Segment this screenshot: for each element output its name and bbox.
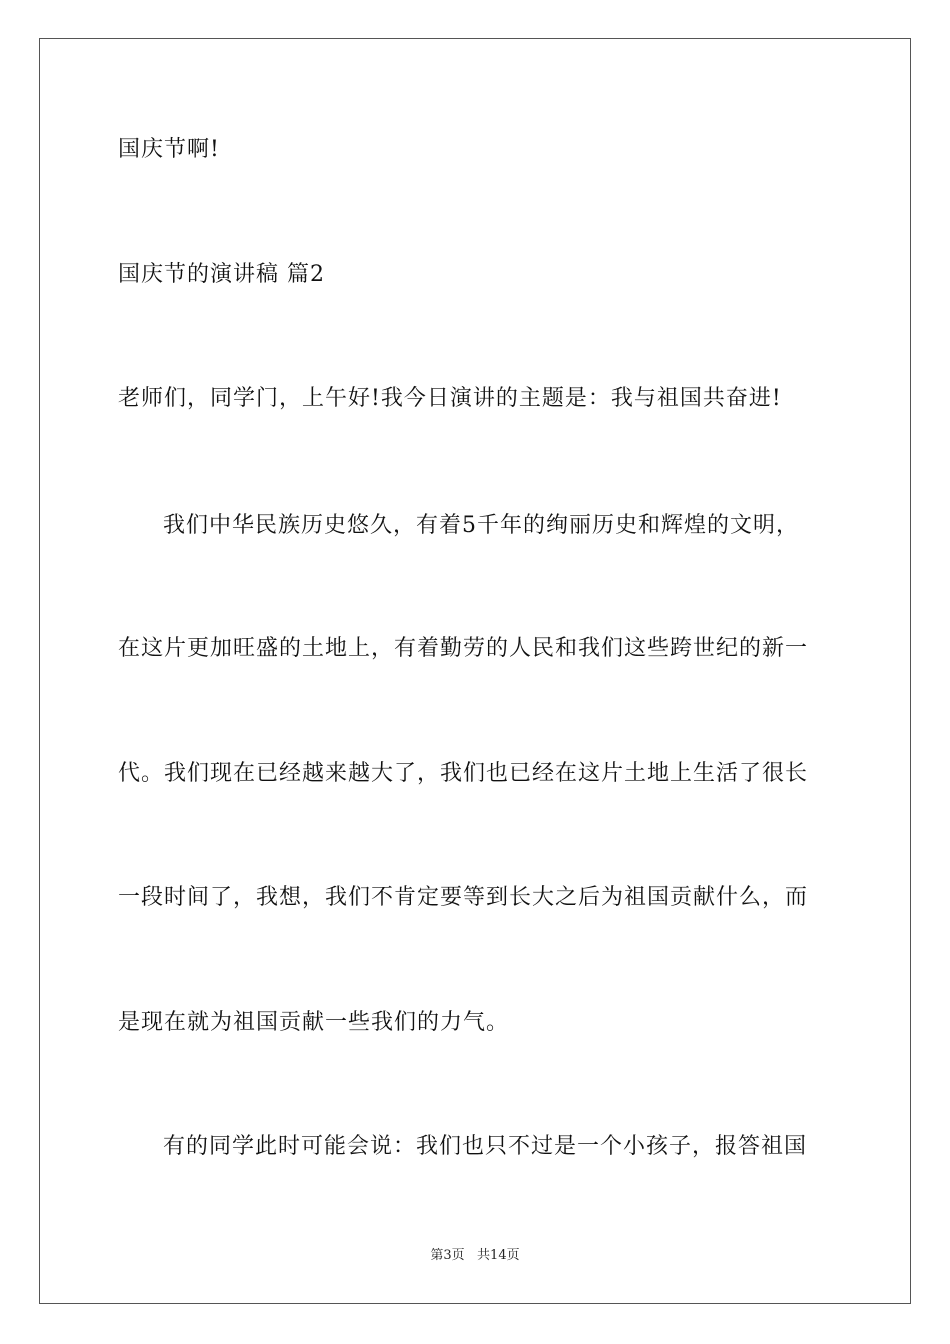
page-footer: 第3页 共14页: [430, 1248, 520, 1263]
greeting-line: 老师们，同学门，上午好!我今日演讲的主题是：我与祖国共奋进!: [118, 386, 782, 411]
paragraph-line: 一段时间了，我想，我们不肯定要等到长大之后为祖国贡献什么，而: [118, 885, 809, 910]
page-border: [39, 38, 911, 1304]
paragraph-line: 在这片更加旺盛的土地上，有着勤劳的人民和我们这些跨世纪的新一: [118, 636, 809, 661]
paragraph-line: 是现在就为祖国贡献一些我们的力气。: [118, 1010, 510, 1035]
section-heading: 国庆节的演讲稿 篇2: [118, 262, 325, 287]
paragraph-line: 有的同学此时可能会说：我们也只不过是一个小孩子，报答祖国: [163, 1134, 808, 1159]
paragraph-line: 我们中华民族历史悠久，有着5千年的绚丽历史和辉煌的文明，: [163, 513, 799, 538]
paragraph-line: 代。我们现在已经越来越大了，我们也已经在这片土地上生活了很长: [118, 761, 809, 786]
text-line-exclamation: 国庆节啊!: [118, 137, 220, 162]
